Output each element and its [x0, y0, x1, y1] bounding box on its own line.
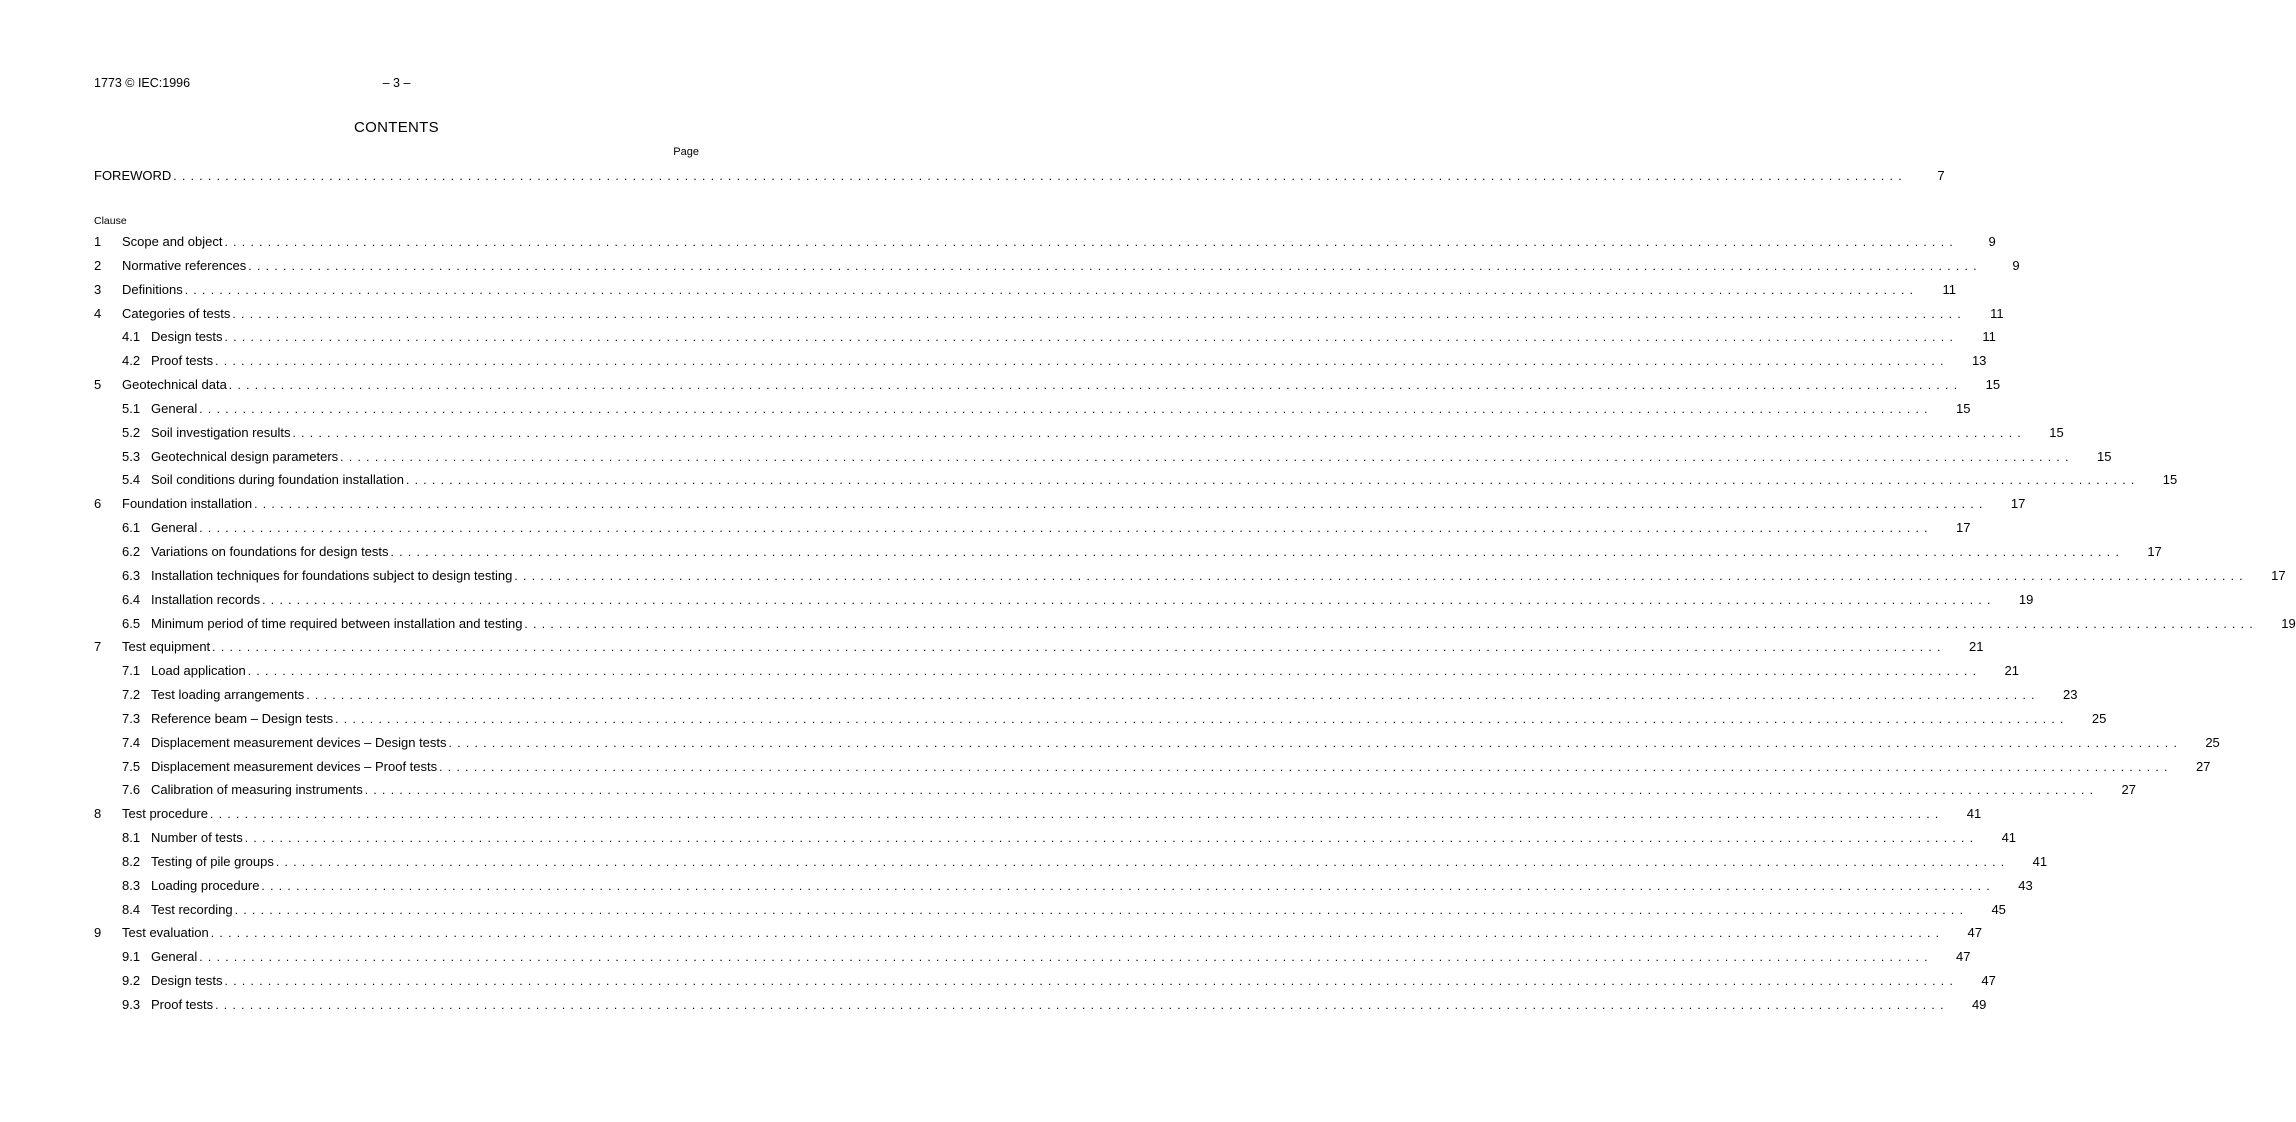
toc-entry-page: 9 [2012, 257, 2020, 273]
toc-entry-number: 5.1 [122, 400, 141, 416]
toc-entry [94, 948, 1971, 972]
toc-leader-dots: . . . . . . . . . . . . . . . . . . . . . . . . . . . . . . . . . . . . . . . . . . . . . . . . . . . . . . . . . . . . . . . . . . . . . . . . . . . . . . . . . . . . . . . . . . . . . . . . . . . . . . . . . . . . . . . . . . . . . . . . . . . . . . . . . . . . . . . . . . . . . . . . . . . . . . . . . . . . . . . . . . . . . . . . . . . . . . . . . . . . . . . . . . . . . . . . . . . . . . . . [215, 998, 1945, 1012]
toc-entry [94, 805, 1982, 829]
toc-leader-dots: . . . . . . . . . . . . . . . . . . . . . . . . . . . . . . . . . . . . . . . . . . . . . . . . . . . . . . . . . . . . . . . . . . . . . . . . . . . . . . . . . . . . . . . . . . . . . . . . . . . . . . . . . . . . . . . . . . . . . . . . . . . . . . . . . . . . . . . . . . . . . . . . . . . . . . . . . . . . . . . . . . . . . . . . . . . . . . . . . . . . . . . . . . . . . . . . . . . . . . . . [261, 878, 1991, 893]
toc-entry-page: 21 [2004, 663, 2019, 679]
toc-entry-page: 17 [2147, 543, 2162, 559]
toc-entry-number: 3 [94, 281, 102, 297]
toc-entry [94, 424, 2064, 448]
toc-entry [94, 972, 1996, 996]
toc-entry-page: 19 [2018, 591, 2034, 607]
toc-entry-text: General [151, 400, 198, 416]
toc-leader-dots: . . . . . . . . . . . . . . . . . . . . . . . . . . . . . . . . . . . . . . . . . . . . . . . . . . . . . . . . . . . . . . . . . . . . . . . . . . . . . . . . . . . . . . . . . . . . . . . . . . . . . . . . . . . . . . . . . . . . . . . . . . . . . . . . . . . . . . . . . . . . . . . . . . . . . . . . . . . . . . . . . . . . . . . . . . . . . . . . . . . . . . . . . . . . . . . . . . . . . . . . [184, 282, 1914, 297]
toc-entry-text: FOREWORD [94, 168, 172, 183]
toc-entry [94, 352, 1987, 376]
toc-entry-text: General [151, 520, 198, 536]
toc-entry-number: 1 [94, 234, 102, 249]
toc-leader-dots: . . . . . . . . . . . . . . . . . . . . . . . . . . . . . . . . . . . . . . . . . . . . . . . . . . . . . . . . . . . . . . . . . . . . . . . . . . . . . . . . . . . . . . . . . . . . . . . . . . . . . . . . . . . . . . . . . . . . . . . . . . . . . . . . . . . . . . . . . . . . . . . . . . . . . . . . . . . . . . . . . . . . . . . . . . . . . . . . . . . . . . . . . . . . . . . . . . . . . . . . [224, 235, 1954, 249]
toc-entry-page: 27 [2121, 782, 2136, 798]
toc-entry-text: Geotechnical design parameters [151, 448, 339, 464]
page-title: CONTENTS [354, 119, 439, 136]
toc-entry-page: 41 [1966, 806, 1982, 822]
toc-leader-dots: . . . . . . . . . . . . . . . . . . . . . . . . . . . . . . . . . . . . . . . . . . . . . . . . . . . . . . . . . . . . . . . . . . . . . . . . . . . . . . . . . . . . . . . . . . . . . . . . . . . . . . . . . . . . . . . . . . . . . . . . . . . . . . . . . . . . . . . . . . . . . . . . . . . . . . . . . . . . . . . . . . . . . . . . . . . . . . . . . . . . . . . . . . . . . . . . . . . . . . . . [439, 759, 2169, 774]
toc-entry-text: Variations on foundations for design tests [151, 543, 389, 559]
page-number: – 3 – [382, 76, 411, 90]
toc-entry [94, 996, 1987, 1020]
toc-entry-number: 2 [94, 257, 102, 273]
toc-entry [94, 853, 2048, 877]
toc-entry-text: Normative references [122, 257, 247, 273]
toc-entry-number: 7.5 [122, 758, 141, 774]
toc-entry-page: 15 [2162, 472, 2178, 488]
toc-entry-text: Soil conditions during foundation installation [151, 472, 404, 488]
toc-entry-number: 6.4 [122, 591, 141, 607]
toc-entry-page: 11 [1990, 305, 2004, 321]
toc-entry-text: Calibration of measuring instruments [151, 782, 363, 798]
toc-leader-dots: . . . . . . . . . . . . . . . . . . . . . . . . . . . . . . . . . . . . . . . . . . . . . . . . . . . . . . . . . . . . . . . . . . . . . . . . . . . . . . . . . . . . . . . . . . . . . . . . . . . . . . . . . . . . . . . . . . . . . . . . . . . . . . . . . . . . . . . . . . . . . . . . . . . . . . . . . . . . . . . . . . . . . . . . . . . . . . . . . . . . . . . . . . . . . . . . . . . . . . . . [335, 711, 2065, 726]
toc-entry-page: 21 [1968, 639, 1984, 655]
toc-entry-text: Test evaluation [122, 925, 209, 941]
toc-entry-number: 8.3 [122, 877, 141, 893]
toc-entry [94, 281, 1956, 305]
toc-leader-dots: . . . . . . . . . . . . . . . . . . . . . . . . . . . . . . . . . . . . . . . . . . . . . . . . . . . . . . . . . . . . . . . . . . . . . . . . . . . . . . . . . . . . . . . . . . . . . . . . . . . . . . . . . . . . . . . . . . . . . . . . . . . . . . . . . . . . . . . . . . . . . . . . . . . . . . . . . . . . . . . . . . . . . . . . . . . . . . . . . . . . . . . . . . . . . . . . . . . . . . . . [514, 568, 2244, 583]
toc-entry-number: 8.2 [122, 853, 141, 869]
toc-entry [94, 591, 2034, 615]
toc-entry-text: Design tests [151, 973, 223, 989]
toc-entry-page: 45 [1991, 901, 2006, 917]
toc-entry-page: 15 [1956, 400, 1971, 416]
toc-entry-number: 7.3 [122, 710, 141, 726]
toc-entry-page: 43 [2018, 877, 2033, 893]
toc-entry-text: Load application [151, 663, 246, 679]
toc-entry-number: 7.2 [122, 687, 141, 703]
toc-entry-text: Installation techniques for foundations subject to design testing [151, 567, 513, 583]
toc-entry-number: 7 [94, 639, 102, 655]
toc-entry-text: Categories of tests [122, 305, 231, 321]
toc-leader-dots: . . . . . . . . . . . . . . . . . . . . . . . . . . . . . . . . . . . . . . . . . . . . . . . . . . . . . . . . . . . . . . . . . . . . . . . . . . . . . . . . . . . . . . . . . . . . . . . . . . . . . . . . . . . . . . . . . . . . . . . . . . . . . . . . . . . . . . . . . . . . . . . . . . . . . . . . . . . . . . . . . . . . . . . . . . . . . . . . . . . . . . . . . . . . . . . . . . . . . . . . [244, 831, 1975, 846]
toc-entry [94, 305, 2004, 329]
toc-entry-text: Displacement measurement devices – Design tests [151, 734, 447, 750]
toc-leader-dots: . . . . . . . . . . . . . . . . . . . . . . . . . . . . . . . . . . . . . . . . . . . . . . . . . . . . . . . . . . . . . . . . . . . . . . . . . . . . . . . . . . . . . . . . . . . . . . . . . . . . . . . . . . . . . . . . . . . . . . . . . . . . . . . . . . . . . . . . . . . . . . . . . . . . . . . . . . . . . . . . . . . . . . . . . . . . . . . . . . . . . . . . . . . . . . . . . . . . . . . . [275, 854, 2006, 869]
toc-entry-page: 13 [1971, 353, 1987, 369]
toc-entry [94, 734, 2220, 758]
toc-entry-number: 5.2 [122, 424, 141, 440]
toc-entry-page: 19 [2281, 615, 2296, 631]
toc-entry-page: 41 [2032, 853, 2048, 869]
toc-leader-dots: . . . . . . . . . . . . . . . . . . . . . . . . . . . . . . . . . . . . . . . . . . . . . . . . . . . . . . . . . . . . . . . . . . . . . . . . . . . . . . . . . . . . . . . . . . . . . . . . . . . . . . . . . . . . . . . . . . . . . . . . . . . . . . . . . . . . . . . . . . . . . . . . . . . . . . . . . . . . . . . . . . . . . . . . . . . . . . . . . . . . . . . . . . . . . . . . . . . . . . . . [234, 902, 1964, 917]
toc-entry-number: 7.1 [122, 663, 141, 679]
toc-leader-dots: . . . . . . . . . . . . . . . . . . . . . . . . . . . . . . . . . . . . . . . . . . . . . . . . . . . . . . . . . . . . . . . . . . . . . . . . . . . . . . . . . . . . . . . . . . . . . . . . . . . . . . . . . . . . . . . . . . . . . . . . . . . . . . . . . . . . . . . . . . . . . . . . . . . . . . . . . . . . . . . . . . . . . . . . . . . . . . . . . . . . . . . . . . . . . . . . . . . . . . . . [224, 974, 1954, 989]
toc-entry-number: 5.3 [122, 448, 141, 464]
toc-entry-number: 8 [94, 806, 102, 822]
toc-entry-foreword [94, 167, 1945, 191]
toc-entry-page: 17 [1956, 520, 1971, 536]
toc-entry-text: Design tests [151, 329, 223, 345]
toc-entry-number: 6.3 [122, 567, 141, 583]
toc-entry-page: 7 [1937, 168, 1945, 183]
toc-entry-number: 8.1 [122, 830, 141, 846]
toc-entry-text: Proof tests [151, 353, 214, 369]
toc-entry [94, 543, 2162, 567]
toc-entry [94, 710, 2107, 734]
toc-entry [94, 257, 2020, 281]
toc-leader-dots: . . . . . . . . . . . . . . . . . . . . . . . . . . . . . . . . . . . . . . . . . . . . . . . . . . . . . . . . . . . . . . . . . . . . . . . . . . . . . . . . . . . . . . . . . . . . . . . . . . . . . . . . . . . . . . . . . . . . . . . . . . . . . . . . . . . . . . . . . . . . . . . . . . . . . . . . . . . . . . . . . . . . . . . . . . . . . . . . . . . . . . . . . . . . . . . . . . . . . . . . [292, 425, 2022, 440]
toc-entry-number: 5.4 [122, 472, 141, 488]
toc-entry [94, 829, 2017, 853]
toc-entry-text: Test loading arrangements [151, 687, 305, 703]
toc-entry-text: Test equipment [122, 639, 211, 655]
toc-leader-dots: . . . . . . . . . . . . . . . . . . . . . . . . . . . . . . . . . . . . . . . . . . . . . . . . . . . . . . . . . . . . . . . . . . . . . . . . . . . . . . . . . . . . . . . . . . . . . . . . . . . . . . . . . . . . . . . . . . . . . . . . . . . . . . . . . . . . . . . . . . . . . . . . . . . . . . . . . . . . . . . . . . . . . . . . . . . . . . . . . . . . . . . . . . . . . . . . . . . . . . . . [215, 354, 1945, 369]
toc-entry-text: Testing of pile groups [151, 853, 274, 869]
toc-entry [94, 901, 2006, 925]
toc-entry [94, 781, 2136, 805]
toc-entry [94, 519, 1971, 543]
toc-entry-page: 23 [2063, 687, 2078, 703]
toc-entry-number: 6.5 [122, 615, 141, 631]
toc-entry [94, 233, 1996, 257]
toc-leader-dots: . . . . . . . . . . . . . . . . . . . . . . . . . . . . . . . . . . . . . . . . . . . . . . . . . . . . . . . . . . . . . . . . . . . . . . . . . . . . . . . . . . . . . . . . . . . . . . . . . . . . . . . . . . . . . . . . . . . . . . . . . . . . . . . . . . . . . . . . . . . . . . . . . . . . . . . . . . . . . . . . . . . . . . . . . . . . . . . . . . . . . . . . . . . . . . . . . . . . . . . . [524, 616, 2254, 631]
toc-leader-dots: . . . . . . . . . . . . . . . . . . . . . . . . . . . . . . . . . . . . . . . . . . . . . . . . . . . . . . . . . . . . . . . . . . . . . . . . . . . . . . . . . . . . . . . . . . . . . . . . . . . . . . . . . . . . . . . . . . . . . . . . . . . . . . . . . . . . . . . . . . . . . . . . . . . . . . . . . . . . . . . . . . . . . . . . . . . . . . . . . . . . . . . . . . . . . . . . . . . . . . . . [210, 807, 1940, 822]
toc-leader-dots: . . . . . . . . . . . . . . . . . . . . . . . . . . . . . . . . . . . . . . . . . . . . . . . . . . . . . . . . . . . . . . . . . . . . . . . . . . . . . . . . . . . . . . . . . . . . . . . . . . . . . . . . . . . . . . . . . . . . . . . . . . . . . . . . . . . . . . . . . . . . . . . . . . . . . . . . . . . . . . . . . . . . . . . . . . . . . . . . . . . . . . . . . . . . . . . . . . . . . . . . [254, 497, 1984, 512]
toc-leader-dots: . . . . . . . . . . . . . . . . . . . . . . . . . . . . . . . . . . . . . . . . . . . . . . . . . . . . . . . . . . . . . . . . . . . . . . . . . . . . . . . . . . . . . . . . . . . . . . . . . . . . . . . . . . . . . . . . . . . . . . . . . . . . . . . . . . . . . . . . . . . . . . . . . . . . . . . . . . . . . . . . . . . . . . . . . . . . . . . . . . . . . . . . . . . . . . . . . . . . . . . . [228, 378, 1959, 393]
table-of-contents [94, 233, 2296, 1020]
toc-entry [94, 495, 2026, 519]
clause-column-label: Clause [94, 215, 127, 227]
toc-leader-dots: . . . . . . . . . . . . . . . . . . . . . . . . . . . . . . . . . . . . . . . . . . . . . . . . . . . . . . . . . . . . . . . . . . . . . . . . . . . . . . . . . . . . . . . . . . . . . . . . . . . . . . . . . . . . . . . . . . . . . . . . . . . . . . . . . . . . . . . . . . . . . . . . . . . . . . . . . . . . . . . . . . . . . . . . . . . . . . . . . . . . . . . . . . . . . . . . . . . . . . . . [199, 401, 1929, 416]
toc-entry-page: 27 [2195, 758, 2211, 774]
toc-leader-dots: . . . . . . . . . . . . . . . . . . . . . . . . . . . . . . . . . . . . . . . . . . . . . . . . . . . . . . . . . . . . . . . . . . . . . . . . . . . . . . . . . . . . . . . . . . . . . . . . . . . . . . . . . . . . . . . . . . . . . . . . . . . . . . . . . . . . . . . . . . . . . . . . . . . . . . . . . . . . . . . . . . . . . . . . . . . . . . . . . . . . . . . . . . . . . . . . . . . . . . . . [306, 688, 2036, 703]
toc-entry-text: Loading procedure [151, 877, 260, 893]
toc-leader-dots: . . . . . . . . . . . . . . . . . . . . . . . . . . . . . . . . . . . . . . . . . . . . . . . . . . . . . . . . . . . . . . . . . . . . . . . . . . . . . . . . . . . . . . . . . . . . . . . . . . . . . . . . . . . . . . . . . . . . . . . . . . . . . . . . . . . . . . . . . . . . . . . . . . . . . . . . . . . . . . . . . . . . . . . . . . . . . . . . . . . . . . . . . . . . . . . . . . . . . . . . [232, 306, 1962, 321]
toc-entry-text: Test recording [151, 901, 233, 917]
toc-leader-dots: . . . . . . . . . . . . . . . . . . . . . . . . . . . . . . . . . . . . . . . . . . . . . . . . . . . . . . . . . . . . . . . . . . . . . . . . . . . . . . . . . . . . . . . . . . . . . . . . . . . . . . . . . . . . . . . . . . . . . . . . . . . . . . . . . . . . . . . . . . . . . . . . . . . . . . . . . . . . . . . . . . . . . . . . . . . . . . . . . . . . . . . . . . . . . . . . . . . . . . . . [364, 783, 2094, 798]
toc-entry [94, 376, 2001, 400]
toc-entry-text: Test procedure [122, 806, 208, 822]
toc-entry-text: Minimum period of time required between installation and testing [151, 615, 523, 631]
toc-entry-text: Definitions [122, 281, 183, 297]
toc-entry-number: 4.1 [122, 329, 141, 345]
toc-entry [94, 686, 2078, 710]
toc-entry-text: Soil investigation results [151, 424, 291, 440]
toc-leader-dots: . . . . . . . . . . . . . . . . . . . . . . . . . . . . . . . . . . . . . . . . . . . . . . . . . . . . . . . . . . . . . . . . . . . . . . . . . . . . . . . . . . . . . . . . . . . . . . . . . . . . . . . . . . . . . . . . . . . . . . . . . . . . . . . . . . . . . . . . . . . . . . . . . . . . . . . . . . . . . . . . . . . . . . . . . . . . . . . . . . . . . . . . . . . . . . . . . . . . . . . . [248, 258, 1978, 273]
toc-entry [94, 924, 1982, 948]
toc-entry-text: General [151, 949, 198, 965]
toc-entry [94, 877, 2033, 901]
toc-entry-text: Installation records [151, 591, 261, 607]
toc-entry-page: 17 [2010, 496, 2026, 512]
toc-entry-number: 6.2 [122, 543, 141, 559]
toc-entry-number: 9 [94, 925, 102, 941]
toc-entry-text: Reference beam – Design tests [151, 710, 334, 726]
toc-entry-number: 8.4 [122, 901, 141, 917]
toc-leader-dots: . . . . . . . . . . . . . . . . . . . . . . . . . . . . . . . . . . . . . . . . . . . . . . . . . . . . . . . . . . . . . . . . . . . . . . . . . . . . . . . . . . . . . . . . . . . . . . . . . . . . . . . . . . . . . . . . . . . . . . . . . . . . . . . . . . . . . . . . . . . . . . . . . . . . . . . . . . . . . . . . . . . . . . . . . . . . . . . . . . . . . . . . . . . . . . . . . . . . . . . . [212, 640, 1942, 655]
toc-entry-page: 25 [2091, 710, 2107, 726]
toc-entry [94, 615, 2296, 639]
toc-entry-page: 11 [1942, 281, 1956, 297]
toc-entry-number: 9.1 [122, 949, 141, 965]
toc-entry-text: Number of tests [151, 830, 243, 846]
toc-leader-dots: . . . . . . . . . . . . . . . . . . . . . . . . . . . . . . . . . . . . . . . . . . . . . . . . . . . . . . . . . . . . . . . . . . . . . . . . . . . . . . . . . . . . . . . . . . . . . . . . . . . . . . . . . . . . . . . . . . . . . . . . . . . . . . . . . . . . . . . . . . . . . . . . . . . . . . . . . . . . . . . . . . . . . . . . . . . . . . . . . . . . . . . . . . . . . . . . . . . . . . . . [405, 473, 2136, 488]
toc-entry-page: 9 [1988, 234, 1996, 249]
toc-entry [94, 400, 1971, 424]
toc-entry [94, 448, 2112, 472]
toc-entry [94, 662, 2019, 686]
toc-entry-text: Displacement measurement devices – Proof tests [151, 758, 438, 774]
toc-entry [94, 567, 2286, 591]
toc-entry-number: 5 [94, 377, 102, 393]
toc-entry-number: 7.6 [122, 782, 141, 798]
toc-leader-dots: . . . . . . . . . . . . . . . . . . . . . . . . . . . . . . . . . . . . . . . . . . . . . . . . . . . . . . . . . . . . . . . . . . . . . . . . . . . . . . . . . . . . . . . . . . . . . . . . . . . . . . . . . . . . . . . . . . . . . . . . . . . . . . . . . . . . . . . . . . . . . . . . . . . . . . . . . . . . . . . . . . . . . . . . . . . . . . . . . . . . . . . . . . . . . . . . . . . . . . . . [247, 664, 1977, 679]
toc-entry-text: Scope and object [122, 234, 223, 249]
toc-entry-page: 15 [2049, 424, 2064, 440]
toc-entry-page: 49 [1971, 997, 1987, 1012]
toc-entry-page: 15 [2096, 448, 2112, 464]
toc-leader-dots: . . . . . . . . . . . . . . . . . . . . . . . . . . . . . . . . . . . . . . . . . . . . . . . . . . . . . . . . . . . . . . . . . . . . . . . . . . . . . . . . . . . . . . . . . . . . . . . . . . . . . . . . . . . . . . . . . . . . . . . . . . . . . . . . . . . . . . . . . . . . . . . . . . . . . . . . . . . . . . . . . . . . . . . . . . . . . . . . . . . . . . . . . . . . . . . . . . . . . . . . [262, 592, 1992, 607]
toc-leader-dots: . . . . . . . . . . . . . . . . . . . . . . . . . . . . . . . . . . . . . . . . . . . . . . . . . . . . . . . . . . . . . . . . . . . . . . . . . . . . . . . . . . . . . . . . . . . . . . . . . . . . . . . . . . . . . . . . . . . . . . . . . . . . . . . . . . . . . . . . . . . . . . . . . . . . . . . . . . . . . . . . . . . . . . . . . . . . . . . . . . . . . . . . . . . . . . . . . . . . . . . . [199, 521, 1929, 536]
toc-entry-number: 4.2 [122, 353, 141, 369]
toc-entry-page: 17 [2271, 567, 2286, 583]
toc-entry-number: 7.4 [122, 734, 141, 750]
toc-leader-dots: . . . . . . . . . . . . . . . . . . . . . . . . . . . . . . . . . . . . . . . . . . . . . . . . . . . . . . . . . . . . . . . . . . . . . . . . . . . . . . . . . . . . . . . . . . . . . . . . . . . . . . . . . . . . . . . . . . . . . . . . . . . . . . . . . . . . . . . . . . . . . . . . . . . . . . . . . . . . . . . . . . . . . . . . . . . . . . . . . . . . . . . . . . . . . . . . . . . . . . . . [224, 330, 1954, 345]
toc-entry-number: 4 [94, 305, 102, 321]
toc-leader-dots: . . . . . . . . . . . . . . . . . . . . . . . . . . . . . . . . . . . . . . . . . . . . . . . . . . . . . . . . . . . . . . . . . . . . . . . . . . . . . . . . . . . . . . . . . . . . . . . . . . . . . . . . . . . . . . . . . . . . . . . . . . . . . . . . . . . . . . . . . . . . . . . . . . . . . . . . . . . . . . . . . . . . . . . . . . . . . . . . . . . . . . . . . . . . . . . . . . . . . . . . [390, 544, 2120, 559]
toc-entry [94, 638, 1984, 662]
toc-entry [94, 471, 2178, 495]
toc-leader-dots: . . . . . . . . . . . . . . . . . . . . . . . . . . . . . . . . . . . . . . . . . . . . . . . . . . . . . . . . . . . . . . . . . . . . . . . . . . . . . . . . . . . . . . . . . . . . . . . . . . . . . . . . . . . . . . . . . . . . . . . . . . . . . . . . . . . . . . . . . . . . . . . . . . . . . . . . . . . . . . . . . . . . . . . . . . . . . . . . . . . . . . . . . . . . . . . . . . . . . . . . [340, 449, 2070, 464]
toc-leader-dots: . . . . . . . . . . . . . . . . . . . . . . . . . . . . . . . . . . . . . . . . . . . . . . . . . . . . . . . . . . . . . . . . . . . . . . . . . . . . . . . . . . . . . . . . . . . . . . . . . . . . . . . . . . . . . . . . . . . . . . . . . . . . . . . . . . . . . . . . . . . . . . . . . . . . . . . . . . . . . . . . . . . . . . . . . . . . . . . . . . . . . . . . . . . . . . . . . . . . . . . . [448, 735, 2178, 750]
toc-leader-dots: . . . . . . . . . . . . . . . . . . . . . . . . . . . . . . . . . . . . . . . . . . . . . . . . . . . . . . . . . . . . . . . . . . . . . . . . . . . . . . . . . . . . . . . . . . . . . . . . . . . . . . . . . . . . . . . . . . . . . . . . . . . . . . . . . . . . . . . . . . . . . . . . . . . . . . . . . . . . . . . . . . . . . . . . . . . . . . . . . . . . . . . . . . . . . . . . . . . . . . . . [210, 926, 1940, 941]
toc-entry-page: 47 [1967, 925, 1982, 941]
toc-entry-number: 9.3 [122, 997, 141, 1012]
page-column-label: Page [673, 146, 699, 158]
toc-entry-page: 47 [1956, 949, 1971, 965]
toc-leader-dots: . . . . . . . . . . . . . . . . . . . . . . . . . . . . . . . . . . . . . . . . . . . . . . . . . . . . . . . . . . . . . . . . . . . . . . . . . . . . . . . . . . . . . . . . . . . . . . . . . . . . . . . . . . . . . . . . . . . . . . . . . . . . . . . . . . . . . . . . . . . . . . . . . . . . . . . . . . . . . . . . . . . . . . . . . . . . . . . . . . . . . . . . . . . . . . . . . . . . . . . . [199, 950, 1929, 965]
toc-entry [94, 328, 1996, 352]
toc-entry-text: Proof tests [151, 997, 214, 1012]
document-reference: 1773 © IEC:1996 [94, 76, 191, 90]
toc-entry-page: 47 [1981, 973, 1996, 989]
toc-entry-page: 11 [1982, 329, 1996, 345]
toc-entry-number: 9.2 [122, 973, 141, 989]
toc-entry-text: Foundation installation [122, 496, 253, 512]
toc-entry-number: 6.1 [122, 520, 141, 536]
toc-entry-page: 41 [2001, 830, 2017, 846]
toc-entry-page: 25 [2205, 734, 2220, 750]
toc-entry-page: 15 [1985, 377, 2001, 393]
toc-entry-text: Geotechnical data [122, 377, 227, 393]
toc-entry-number: 6 [94, 496, 102, 512]
toc-leader-dots: . . . . . . . . . . . . . . . . . . . . . . . . . . . . . . . . . . . . . . . . . . . . . . . . . . . . . . . . . . . . . . . . . . . . . . . . . . . . . . . . . . . . . . . . . . . . . . . . . . . . . . . . . . . . . . . . . . . . . . . . . . . . . . . . . . . . . . . . . . . . . . . . . . . . . . . . . . . . . . . . . . . . . . . . . . . . . . . . . . . . . . . . . . . . . . . . . . . . . . . . [173, 169, 1903, 183]
toc-entry [94, 758, 2211, 782]
page-header [94, 76, 699, 92]
